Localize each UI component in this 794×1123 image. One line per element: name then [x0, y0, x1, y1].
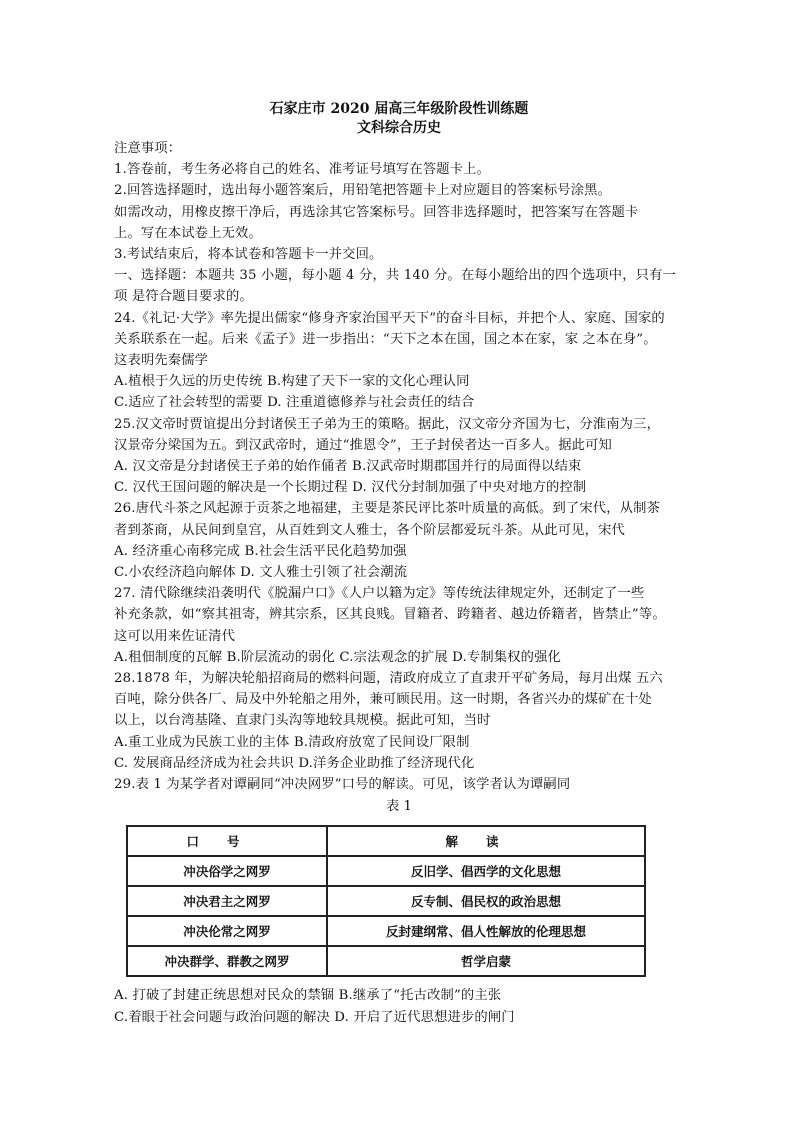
- question-options: A. 经济重心南移完成 B.社会生活平民化趋势加强: [114, 543, 407, 559]
- question-24: [114, 308, 684, 414]
- question-options: A.租佃制度的瓦解 B.阶层流动的弱化 C.宗法观念的扩展 D.专制集权的强化: [114, 649, 562, 665]
- question-options: A.重工业成为民族工业的主体 B.清政府放宽了民间设厂限制: [114, 734, 470, 750]
- question-stem: 这可以用来佐证清代: [114, 628, 236, 644]
- question-stem: 26.唐代斗茶之风起源于贡茶之地福建，主要是茶民评比茶叶质量的高低。到了宋代，从制茶: [114, 501, 661, 517]
- note-line: 上。写在本试卷上无效。: [114, 225, 262, 241]
- question-stem: 25.汉文帝时贾谊提出分封诸侯王子弟为王的策略。据此，汉文帝分齐国为七，分淮南为三，: [114, 416, 661, 432]
- section-line: 一、选择题：本题共 35 小题，每小题 4 分，共 140 分。在每小题给出的四个选项中，只有一: [114, 268, 677, 284]
- question-stem: 29.表 1 为某学者对谭嗣同“冲决网罗”口号的解读。可见，该学者认为谭嗣同: [114, 777, 571, 793]
- question-stem: 这表明先秦儒学: [114, 353, 209, 369]
- question-stem: 百吨，除分供各厂、局及中外轮船之用外，兼可顾民用。这一时期，各省兴办的煤矿在十处: [114, 692, 652, 708]
- question-28: [114, 668, 684, 774]
- table-cell-slogan: 冲决君主之网罗: [127, 886, 327, 916]
- table-cell-interpretation: 反封建纲常、倡人性解放的伦理思想: [327, 916, 645, 946]
- table-cell-interpretation: 哲学启蒙: [327, 946, 645, 976]
- question-stem: 关系联系在一起。后来《孟子》进一步指出：“天下之本在国，国之本在家，家 之本在身”。: [114, 331, 657, 347]
- question-stem: 补充条款，如“察其祖寄，辨其宗系，区其良贱。冒籍者、跨籍者、越边侨籍者，皆禁止”等。: [114, 607, 666, 623]
- note-line: 2.回答选择题时，选出每小题答案后，用铅笔把答题卡上对应题目的答案标号涂黑。: [114, 183, 612, 199]
- table-header-row: [127, 826, 645, 856]
- table-cell-slogan: 冲决伦常之网罗: [127, 916, 327, 946]
- question-options: A. 汉文帝是分封诸侯王子弟的始作俑者 B.汉武帝时期郡国并行的局面得以结束: [114, 459, 582, 475]
- table-cell-interpretation: 反旧学、倡西学的文化思想: [327, 856, 645, 886]
- notes-heading: 注意事项：: [114, 141, 182, 156]
- table-header-interpretation: 解读: [327, 826, 645, 856]
- question-29: [114, 774, 684, 1028]
- table-cell-slogan: 冲决群学、群教之网罗: [127, 946, 327, 976]
- question-stem: 27. 清代除继续沿袭明代《脱漏户口》《人户以籍为定》等传统法律规定外，还制定了一些: [114, 586, 645, 602]
- table-cell-slogan: 冲决俗学之网罗: [127, 856, 327, 886]
- question-26: [114, 498, 684, 583]
- slogan-table: [126, 825, 646, 977]
- question-stem: 以上，以台湾基隆、直隶门头沟等地较具规模。据此可知，当时: [114, 713, 491, 729]
- exam-title: 石家庄市 2020 届高三年级阶段性训练题: [269, 101, 529, 117]
- question-options: A.植根于久远的历史传统 B.构建了天下一家的文化心理认同: [114, 374, 470, 390]
- table-row: [127, 856, 645, 886]
- exam-subtitle: 文科综合历史: [357, 120, 441, 136]
- section-instructions: [114, 265, 684, 307]
- question-stem: 汉景帝分梁国为五。到汉武帝时，通过“推恩令”，王子封侯者达一百多人。据此可知: [114, 437, 612, 453]
- question-stem: 28.1878 年，为解决轮船招商局的燃料问题，清政府成立了直隶开平矿务局，每月出煤 五六: [114, 671, 663, 687]
- note-line: 如需改动，用橡皮擦干净后，再选涂其它答案标号。回答非选择题时，把答案写在答题卡: [114, 204, 639, 220]
- note-line: 3.考试结束后，将本试卷和答题卡一并交回。: [114, 247, 383, 263]
- question-options: C. 汉代王国问题的解决是一个长期过程 D. 汉代分封制加强了中央对地方的控制: [114, 480, 587, 496]
- table-row: [127, 916, 645, 946]
- question-27: [114, 583, 684, 668]
- table-row: [127, 946, 645, 976]
- note-line: 1.答卷前，考生务必将自己的姓名、准考证号填写在答题卡上。: [114, 162, 491, 178]
- question-stem: 24.《礼记·大学》率先提出儒家“修身齐家治国平天下”的奋斗目标，并把个人、家庭、国家的: [114, 310, 665, 326]
- table-caption: 表 1: [386, 799, 412, 815]
- table-row: [127, 886, 645, 916]
- question-options: C.着眼于社会问题与政治问题的解决 D. 开启了近代思想进步的闸门: [114, 1009, 515, 1025]
- exam-page: [114, 100, 684, 1028]
- section-line: 项 是符合题目要求的。: [114, 289, 253, 305]
- question-options: C. 发展商品经济成为社会共识 D.洋务企业助推了经济现代化: [114, 755, 475, 771]
- question-options: A. 打破了封建正统思想对民众的禁锢 B.继承了“托古改制”的主张: [114, 988, 502, 1004]
- question-options: C.适应了社会转型的需要 D. 注重道德修养与社会责任的结合: [114, 395, 475, 411]
- question-stem: 者到茶商，从民间到皇宫，从百姓到文人雅士，各个阶层都爱玩斗茶。从此可见，宋代: [114, 522, 625, 538]
- question-options: C.小农经济趋向解体 D. 文人雅士引领了社会潮流: [114, 565, 408, 581]
- table-header-slogan: 口号: [127, 826, 327, 856]
- notes-block: [114, 138, 684, 265]
- table-cell-interpretation: 反专制、倡民权的政治思想: [327, 886, 645, 916]
- question-25: [114, 414, 684, 499]
